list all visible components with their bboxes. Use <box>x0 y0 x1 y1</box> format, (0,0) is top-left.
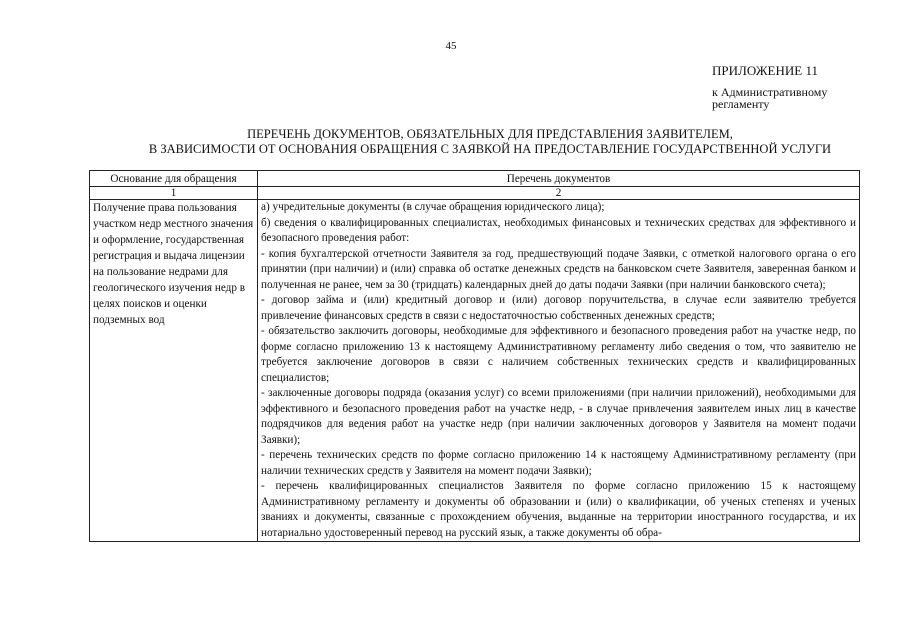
document-item: - заключенные договоры подряда (оказания услуг) со всеми приложениями (при наличии приложений), необходимыми для эффективного и безопасного проведения работ на участке недр, - в случае привлечения заявителем иных лиц в качестве подрядчиков для ведения работ на участке недр (при наличии заключенных договоров у Заявителя на момент подачи Заявки); <box>261 387 856 446</box>
appendix-subtitle-line2: регламенту <box>712 97 770 111</box>
column-number-1: 1 <box>90 187 258 200</box>
document-item: а) учредительные документы (в случае обращения юридического лица); <box>261 201 605 213</box>
column-number-row <box>90 187 860 200</box>
page-number: 45 <box>445 40 457 52</box>
column-number-2: 2 <box>258 187 860 200</box>
document-item: б) сведения о квалифицированных специалистах, необходимых финансовых и технических средствах для эффективного и безопасного проведения работ: <box>261 216 856 244</box>
header-documents: Перечень документов <box>258 171 860 187</box>
header-basis: Основание для обращения <box>90 171 258 187</box>
appendix-title: ПРИЛОЖЕНИЕ 11 <box>712 63 818 78</box>
document-title-line1: ПЕРЕЧЕНЬ ДОКУМЕНТОВ, ОБЯЗАТЕЛЬНЫХ ДЛЯ ПРЕДСТАВЛЕНИЯ ЗАЯВИТЕЛЕМ, <box>247 127 733 141</box>
documents-table <box>89 170 860 542</box>
appendix-subtitle <box>712 86 827 110</box>
documents-cell <box>258 200 860 542</box>
table-header-row <box>90 171 860 187</box>
document-title <box>90 127 890 157</box>
document-item: - копия бухгалтерской отчетности Заявителя за год, предшествующий подаче Заявки, с отметкой налогового органа о его принятии (при наличии) и (или) справка об остатке денежных средств на банковском счете Заявителя, заверенная банком и полученная не ранее, чем за 30 (тридцать) календарных дней до даты подачи Заявки (при наличии банковского счета); <box>261 247 856 291</box>
document-title-line2: В ЗАВИСИМОСТИ ОТ ОСНОВАНИЯ ОБРАЩЕНИЯ С ЗАЯВКОЙ НА ПРЕДОСТАВЛЕНИЕ ГОСУДАРСТВЕННОЙ УСЛУГИ <box>148 142 832 156</box>
document-item: - перечень квалифицированных специалистов Заявителя по форме согласно приложению 15 к настоящему Административному регламенту и документы об образовании и (или) о квалификации, об ученых степенях и ученых званиях и документы, связанные с прохождением обучения, выданные на территории иностранного государства, и их нотариально удостоверенный перевод на русский язык, а также документы об обра- <box>261 480 856 539</box>
document-item: - перечень технических средств по форме согласно приложению 14 к настоящему Административному регламенту (при наличии технических средств у Заявителя на момент подачи Заявки); <box>261 449 856 477</box>
appendix-subtitle-line1: к Административному <box>712 85 828 99</box>
table-row <box>90 200 860 542</box>
basis-cell: Получение права пользования участком недр местного значения и оформление, государственная регистрация и выдача лицензии на пользование недрами для геологического изучения недр в целях поисков и оценки подземных вод <box>90 200 258 542</box>
appendix-block <box>712 64 827 110</box>
document-item: - обязательство заключить договоры, необходимые для эффективного и безопасного проведения работ на участке недр, по форме согласно приложению 13 к настоящему Административному регламенту либо сведения о том, что заявителю не требуется заключение договоров в связи с наличием собственных технических средств и квалифицированных специалистов; <box>261 325 856 384</box>
document-item: - договор займа и (или) кредитный договор и (или) договор поручительства, в случае если заявителю требуется привлечение финансовых средств в связи с недостаточностью собственных денежных средств; <box>261 294 856 322</box>
